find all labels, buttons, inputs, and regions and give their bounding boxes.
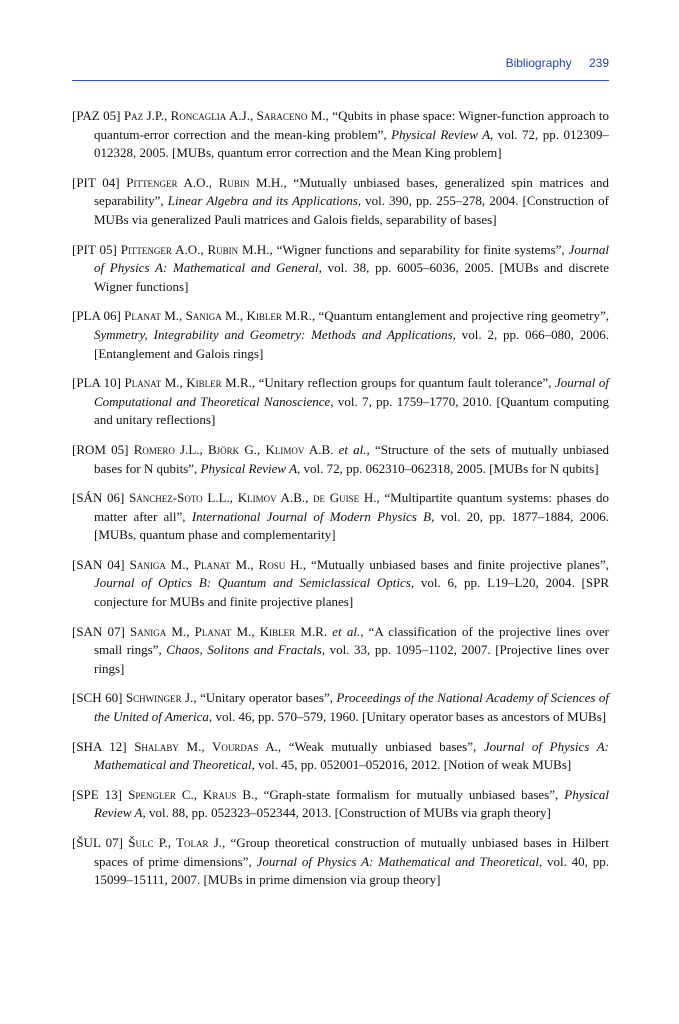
reference-details: , vol. 46, pp. 570–579, 1960. [Unitary operator bases as ancestors of MUBs] — [208, 709, 607, 725]
reference-entry — [72, 623, 609, 679]
section-title: Bibliography — [505, 56, 572, 70]
reference-entry — [72, 689, 609, 726]
reference-details: , vol. 72, pp. 012309–012328, 2005. [MUBs, quantum error correction and the Mean King problem] — [94, 126, 609, 161]
reference-authors: Saniga M., Planat M., Kibler M.R. — [130, 623, 328, 639]
reference-entry — [72, 441, 609, 478]
reference-title: , “Group theoretical construction of mutually unbiased bases in Hilbert spaces of prime dimensions”, — [94, 835, 609, 869]
reference-entry — [72, 834, 609, 890]
reference-title: , “A classification of the projective lines over small rings”, — [94, 623, 610, 658]
reference-journal: Journal of Optics B: Quantum and Semiclassical Optics — [94, 575, 411, 591]
reference-entry — [72, 107, 609, 163]
reference-title: , “Graph-state formalism for mutually unbiased bases”, — [254, 786, 565, 802]
reference-journal: Physical Review A — [391, 126, 491, 142]
reference-key: [ŠUL 07] — [72, 835, 123, 850]
reference-authors: Paz J.P., Roncaglia A.J., Saraceno M. — [123, 108, 326, 123]
reference-entry — [72, 174, 609, 230]
reference-title: , “Mutually unbiased bases and finite projective planes”, — [302, 556, 610, 572]
page-number: 239 — [588, 56, 609, 70]
reference-et-al: et al. — [333, 441, 367, 457]
reference-entry — [72, 374, 609, 430]
reference-details: , vol. 88, pp. 052323–052344, 2013. [Construction of MUBs via graph theory] — [142, 805, 551, 821]
reference-key: [SHA 12] — [72, 738, 127, 754]
reference-details: , vol. 45, pp. 052001–052016, 2012. [Notion of weak MUBs] — [251, 757, 572, 773]
reference-key: [SPE 13] — [72, 786, 123, 802]
reference-entry — [72, 738, 609, 775]
reference-journal: Journal of Physics A: Mathematical and Theoretical — [256, 853, 539, 869]
reference-key: [SÁN 06] — [72, 490, 125, 506]
reference-title: , “Unitary reflection groups for quantum fault tolerance”, — [251, 375, 555, 391]
reference-journal: Proceedings of the National Academy of Sciences of the United of America — [94, 690, 609, 725]
reference-authors: Romero J.L., Björk G., Klimov A.B. — [133, 441, 334, 457]
reference-details: , vol. 2, pp. 066–080, 2006. [Entanglement and Galois rings] — [94, 326, 609, 361]
reference-key: [SAN 04] — [72, 556, 125, 572]
reference-details: , vol. 40, pp. 15099–15111, 2007. [MUBs in prime dimension via group theory] — [94, 853, 609, 888]
reference-title: , “Weak mutually unbiased bases”, — [277, 738, 484, 754]
reference-entry — [72, 307, 609, 363]
reference-journal: Linear Algebra and its Applications — [167, 193, 358, 209]
reference-details: , vol. 6, pp. L19–L20, 2004. [SPR conjecture for MUBs and finite projective planes] — [94, 575, 609, 610]
reference-et-al: et al. — [327, 623, 361, 639]
reference-entry — [72, 241, 609, 297]
reference-key: [PIT 05] — [72, 241, 117, 257]
reference-key: [PLA 06] — [72, 308, 121, 324]
reference-authors: Saniga M., Planat M., Rosu H. — [129, 556, 303, 572]
reference-authors: Pittenger A.O., Rubin M.H. — [126, 174, 284, 190]
reference-details: , vol. 38, pp. 6005–6036, 2005. [MUBs and discrete Wigner functions] — [94, 260, 609, 294]
reference-entry — [72, 556, 609, 612]
reference-title: , “Structure of the sets of mutually unbiased bases for N qubits”, — [94, 441, 610, 476]
reference-journal: Journal of Computational and Theoretical Nanoscience — [94, 375, 610, 409]
reference-key: [PLA 10] — [72, 375, 121, 391]
reference-journal: Chaos, Solitons and Fractals — [166, 642, 322, 658]
reference-authors: Schwinger J. — [125, 690, 194, 706]
reference-authors: Pittenger A.O., Rubin M.H. — [120, 241, 270, 257]
reference-journal: Symmetry, Integrability and Geometry: Methods and Applications — [94, 326, 453, 342]
reference-details: , vol. 72, pp. 062310–062318, 2005. [MUBs for N qubits] — [297, 460, 599, 476]
reference-journal: Physical Review A — [200, 460, 298, 476]
reference-authors: Spengler C., Kraus B. — [128, 786, 255, 802]
reference-authors: Sánchez-Soto L.L., Klimov A.B., de Guise H. — [129, 490, 377, 506]
reference-key: [PIT 04] — [72, 174, 120, 190]
reference-journal: Journal of Physics A: Mathematical and General — [94, 241, 610, 276]
reference-key: [SAN 07] — [72, 623, 125, 639]
reference-title: , “Quantum entanglement and projective ring geometry”, — [311, 308, 610, 324]
reference-title: , “Qubits in phase space: Wigner-function approach to quantum-error correction and the mean-king problem”, — [94, 108, 610, 142]
reference-authors: Šulc P., Tolar J. — [128, 835, 223, 850]
reference-journal: Journal of Physics A: Mathematical and Theoretical — [94, 738, 610, 773]
reference-journal: Physical Review A — [94, 786, 610, 821]
reference-list — [72, 107, 609, 901]
reference-entry — [72, 786, 609, 823]
reference-title: , “Wigner functions and separability for finite systems”, — [269, 241, 569, 257]
reference-authors: Shalaby M., Vourdas A. — [134, 738, 278, 754]
reference-authors: Planat M., Saniga M., Kibler M.R. — [124, 308, 312, 324]
reference-title: , “Unitary operator bases”, — [193, 690, 337, 706]
reference-title: , “Multipartite quantum systems: phases do matter after all”, — [94, 490, 609, 524]
reference-details: , vol. 7, pp. 1759–1770, 2010. [Quantum computing and unitary reflections] — [94, 393, 609, 428]
reference-entry — [72, 489, 609, 545]
reference-title: , “Mutually unbiased bases, generalized spin matrices and separability”, — [94, 174, 609, 209]
reference-details: , vol. 20, pp. 1877–1884, 2006. [MUBs, quantum phase and complementarity] — [94, 508, 610, 543]
running-header — [72, 56, 609, 81]
reference-key: [PAZ 05] — [72, 108, 121, 123]
reference-details: , vol. 390, pp. 255–278, 2004. [Construction of MUBs via generalized Pauli matrices and Galois fields, separability of bases] — [94, 193, 609, 227]
reference-details: , vol. 33, pp. 1095–1102, 2007. [Projective lines over rings] — [94, 642, 609, 676]
reference-authors: Planat M., Kibler M.R. — [124, 375, 252, 391]
reference-key: [ROM 05] — [72, 441, 129, 457]
reference-journal: International Journal of Modern Physics B — [191, 508, 432, 524]
reference-key: [SCH 60] — [72, 690, 123, 706]
